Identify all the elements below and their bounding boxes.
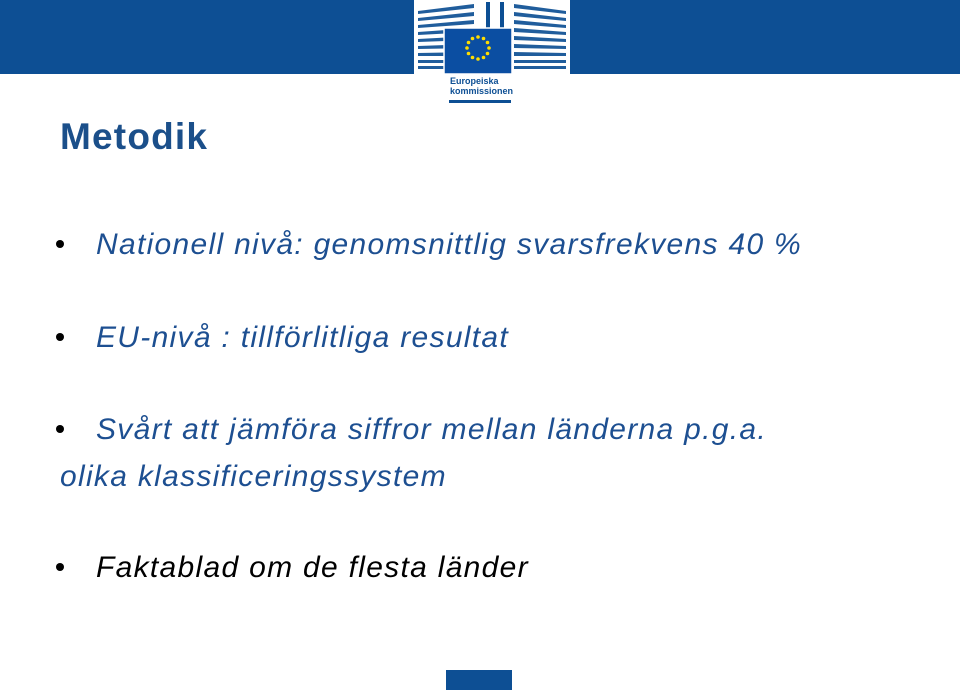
berlaymont-building-icon [414,0,570,76]
bullet-text: Faktablad om de flesta länder [96,551,529,584]
logo-line-kommissionen: kommissionen [450,86,514,96]
footer-block [446,670,512,690]
bullet-text: Nationell nivå: genomsnittlig svarsfrekvens 40 % [96,228,803,261]
logo-wordmark [450,76,540,96]
logo-line-europeiska: Europeiska [450,76,499,86]
bullet-text: Svårt att jämföra siffror mellan länderna p.g.a. [96,413,768,446]
bullet-text: EU-nivå : tillförlitliga resultat [96,321,510,354]
logo-underline [449,100,511,103]
bullet-dot [56,563,64,571]
bullet-dot [56,333,64,341]
bullet-dot [56,240,64,248]
bullet-dot [56,425,64,433]
slide-title: Metodik [60,116,209,157]
bullet-continuation-text: olika klassificeringssystem [60,460,447,493]
european-commission-logo [414,0,570,108]
